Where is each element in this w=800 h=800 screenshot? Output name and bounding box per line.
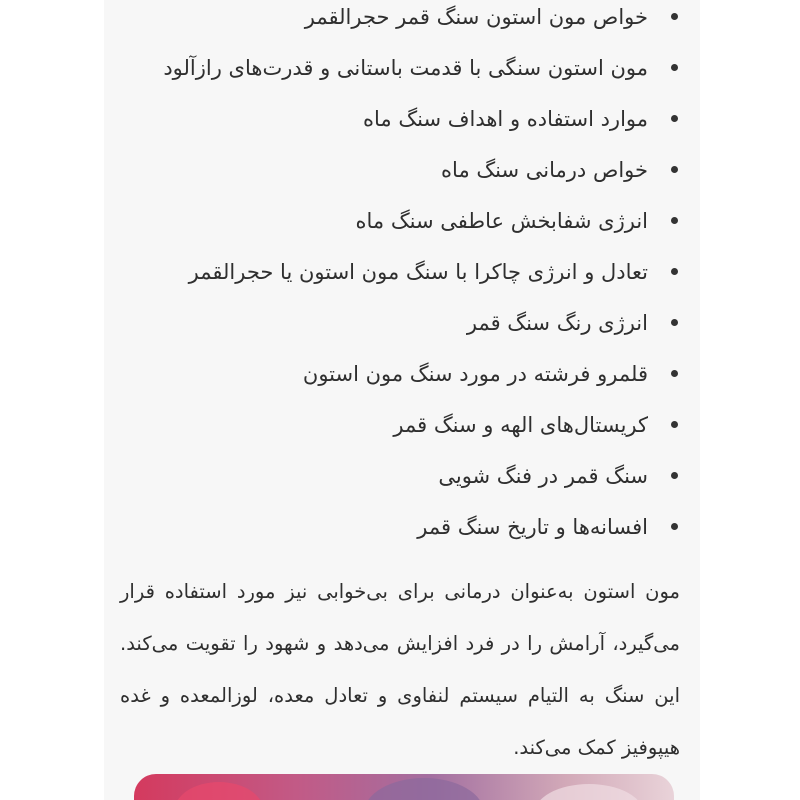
image-highlight — [174, 782, 264, 800]
toc-item[interactable] — [104, 0, 700, 51]
toc-item-label: انرژی رنگ سنگ قمر — [466, 311, 648, 335]
toc-item[interactable] — [104, 408, 700, 459]
toc-item-label: خواص مون استون سنگ قمر حجرالقمر — [304, 5, 648, 29]
bullet-icon — [671, 319, 678, 326]
bullet-icon — [671, 370, 678, 377]
bullet-icon — [671, 64, 678, 71]
right-margin — [700, 0, 800, 800]
article-content — [104, 0, 700, 800]
article-image — [134, 774, 674, 800]
toc-item-label: قلمرو فرشته در مورد سنگ مون استون — [302, 362, 648, 386]
toc-item-label: انرژی شفابخش عاطفی سنگ ماه — [355, 209, 648, 233]
bullet-icon — [671, 13, 678, 20]
toc-item-label: افسانه‌ها و تاریخ سنگ قمر — [417, 515, 648, 539]
bullet-icon — [671, 472, 678, 479]
bullet-icon — [671, 115, 678, 122]
toc-item[interactable] — [104, 153, 700, 204]
toc-item-label: خواص درمانی سنگ ماه — [441, 158, 648, 182]
toc-item-label: تعادل و انرژی چاکرا با سنگ مون استون یا حجرالقمر — [188, 260, 648, 284]
toc-item[interactable] — [104, 306, 700, 357]
bullet-icon — [671, 268, 678, 275]
toc-item[interactable] — [104, 255, 700, 306]
toc-item-label: کریستال‌های الهه و سنگ قمر — [393, 413, 648, 437]
toc-item-label: موارد استفاده و اهداف سنگ ماه — [363, 107, 648, 131]
toc-item[interactable] — [104, 357, 700, 408]
left-margin — [0, 0, 104, 800]
bullet-icon — [671, 523, 678, 530]
image-highlight — [364, 778, 484, 800]
toc-item[interactable] — [104, 51, 700, 102]
toc-item[interactable] — [104, 102, 700, 153]
image-highlight — [534, 784, 644, 800]
toc-item[interactable] — [104, 510, 700, 561]
toc-item-label: مون استون سنگی با قدمت باستانی و قدرت‌های رازآلود — [163, 56, 648, 80]
bullet-icon — [671, 421, 678, 428]
body-paragraph: مون استون به‌عنوان درمانی برای بی‌خوابی نیز مورد استفاده قرار می‌گیرد، آرامش را در فرد افزایش می‌دهد و شهود را تقویت می‌کند. این سنگ به التیام سیستم لنفاوی و تعادل معده، لوزالمعده و غده هیپوفیز کمک می‌کند. — [120, 580, 680, 759]
toc-item-label: سنگ قمر در فنگ شویی — [438, 464, 648, 488]
bullet-icon — [671, 217, 678, 224]
toc-item[interactable] — [104, 459, 700, 510]
table-of-contents — [104, 0, 700, 561]
toc-item[interactable] — [104, 204, 700, 255]
bullet-icon — [671, 166, 678, 173]
